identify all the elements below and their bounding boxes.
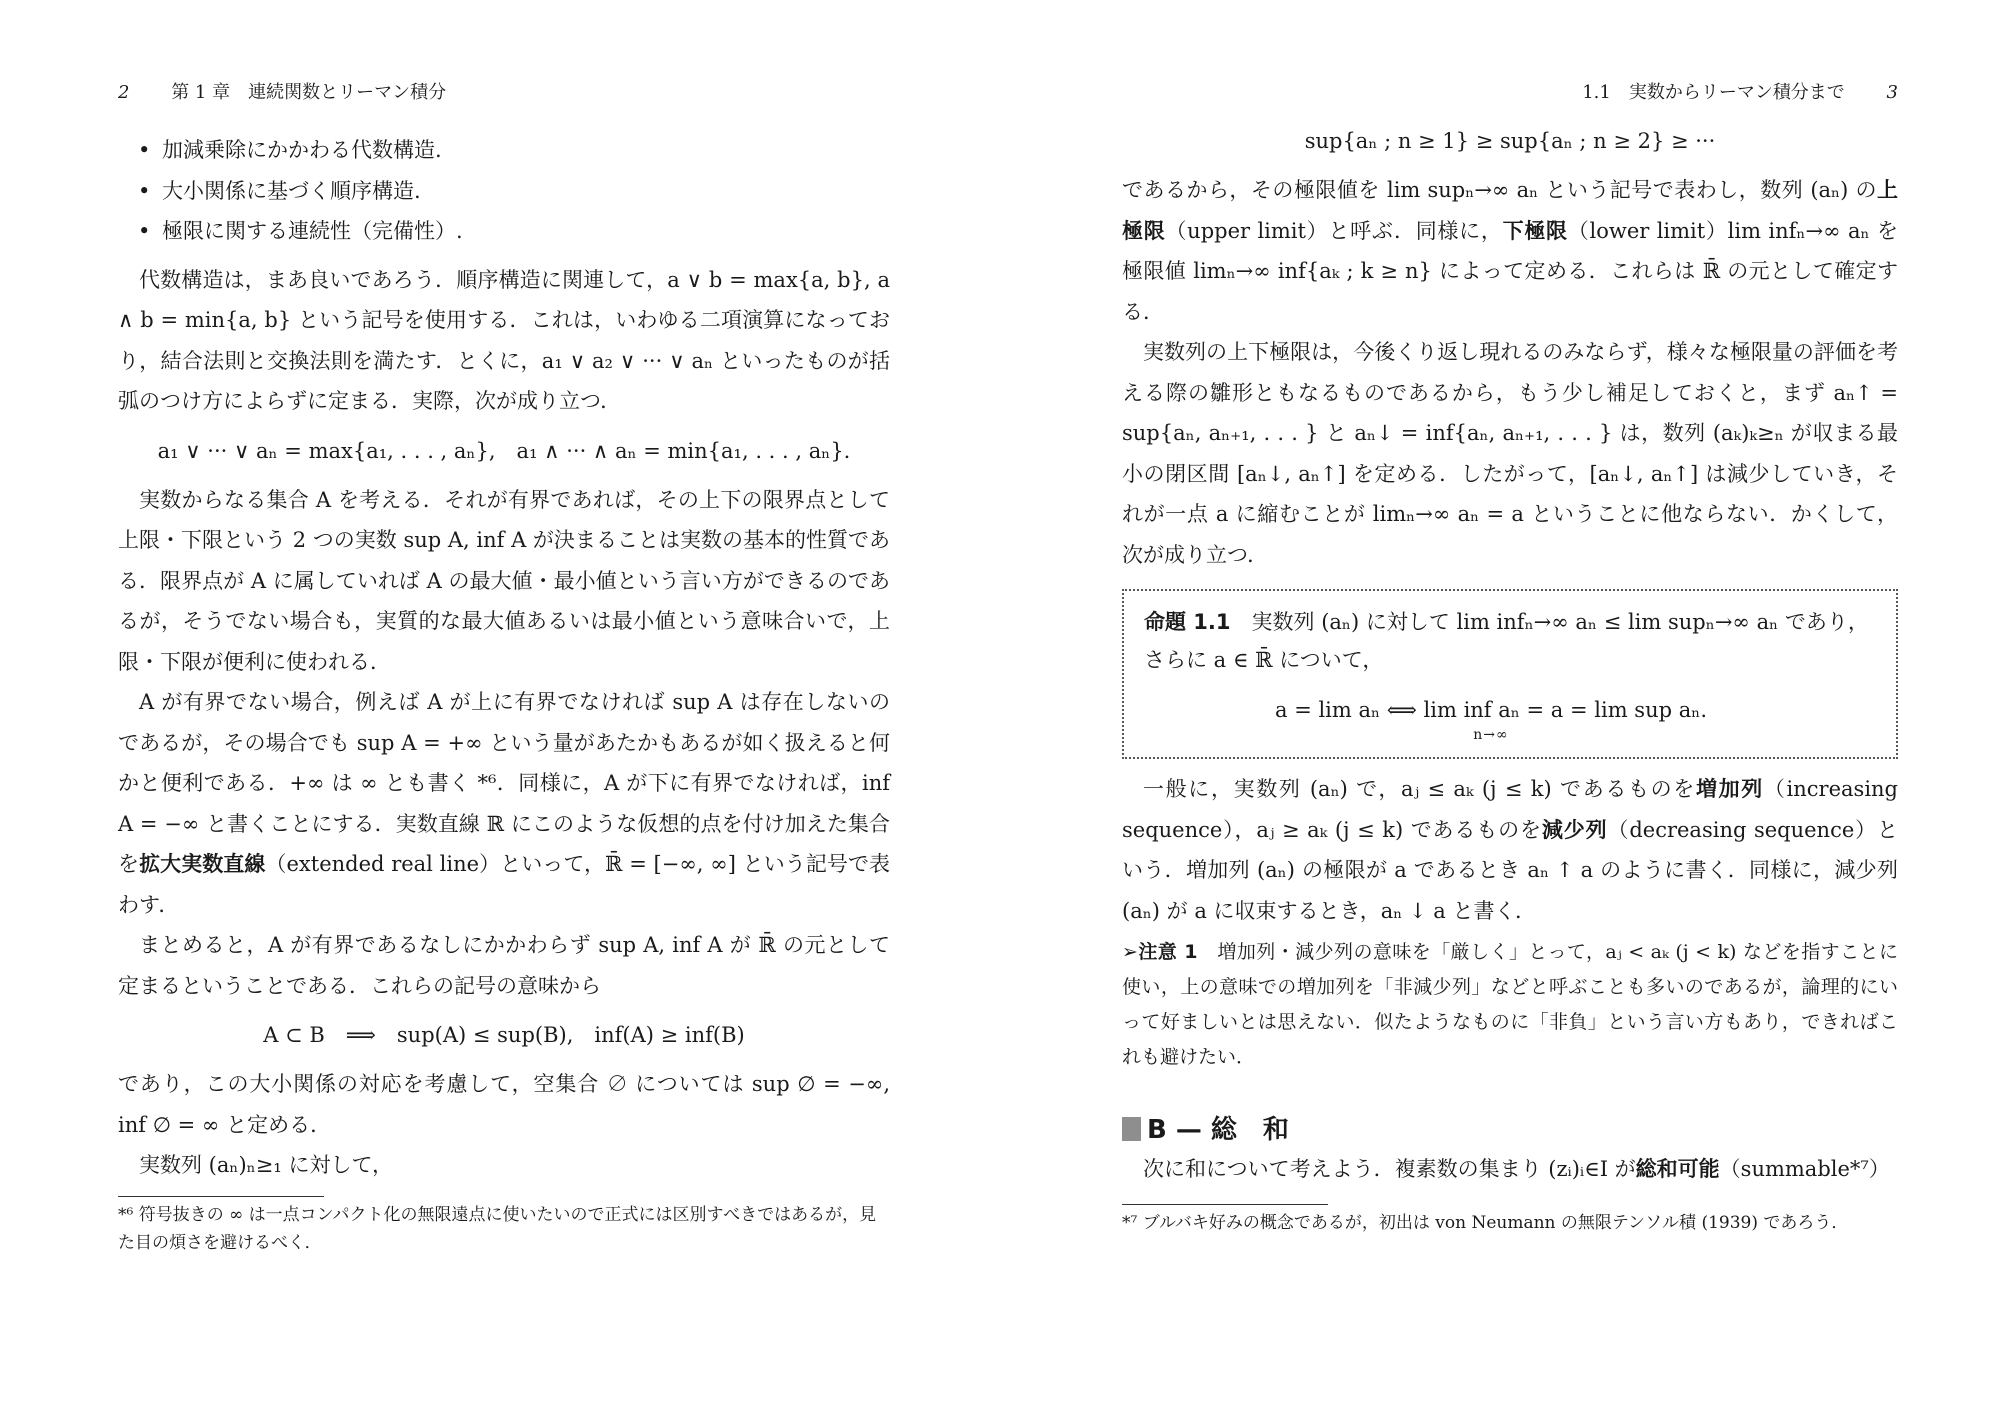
paragraph-empty-set: であり，この大小関係の対応を考慮して，空集合 ∅ については sup ∅ = −∞, inf ∅ = ∞ と定める． bbox=[118, 1072, 890, 1137]
paragraph-upper-lower-limit-detail: 実数列の上下極限は，今後くり返し現れるのみならず，様々な極限量の評価を考える際の雛形ともなるものであるから，もう少し補足しておくと，まず aₙ↑ = sup{aₙ, aₙ₊₁, . . . } と aₙ↓ = inf{aₙ, aₙ₊₁, . . . } は，数列 (aₖ)ₖ≥ₙ が収まる最小の閉区間 [aₙ↓, aₙ↑] を定める．したがって，[aₙ↓, aₙ↑] は減少していき，それが一点 a に縮むことが limₙ→∞ aₙ = a ということに他ならない．かくして，次が成り立つ． bbox=[1122, 340, 1898, 567]
term-increasing-sequence: 増加列 bbox=[1695, 777, 1764, 801]
left-page-content bbox=[118, 78, 890, 1257]
list-item: • 大小関係に基づく順序構造. bbox=[162, 171, 890, 212]
text-segment: （lower limit）lim infₙ→∞ aₙ を極限値 limₙ→∞ inf{aₖ ; k ≥ n} によって定める．これらは ℝ̄ の元として確定する． bbox=[1122, 218, 1898, 324]
paragraph-sup-inf: 実数からなる集合 A を考える．それが有界であれば，その上下の限界点として上限・下限という 2 つの実数 sup A, inf A が決まることは実数の基本的性質である．限界点が A に属していれば A の最大値・最小値という言い方ができるのであるが，そうでない場合も，実質的な最大値あるいは最小値という意味合いで，上限・下限が便利に使われる． bbox=[118, 487, 890, 674]
term-decreasing-sequence: 減少列 bbox=[1541, 817, 1608, 842]
proposition-equation bbox=[1144, 693, 1878, 743]
equation-subset-monotone: A ⊂ B ⟹ sup(A) ≤ sup(B), inf(A) ≥ inf(B) bbox=[263, 1023, 745, 1047]
text-segment: であるから，その極限値を lim supₙ→∞ aₙ という記号で表わし，数列 (aₙ) の bbox=[1122, 178, 1877, 202]
text-segment: （decreasing sequence）という．増加列 (aₙ) の極限が a であるとき aₙ ↑ a のように書く．同様に，減少列 (aₙ) が a に収束するとき，aₙ ↓ a と書く． bbox=[1122, 817, 1898, 923]
paragraph-algebraic-structure: 代数構造は，まあ良いであろう．順序構造に関連して，a ∨ b = max{a, b}, a ∧ b = min{a, b} という記号を使用する．これは，いわゆる二項演算になっており，結合法則と交換法則を満たす．とくに，a₁ ∨ a₂ ∨ ··· ∨ aₙ といったものが括弧のつけ方によらずに定まる．実際，次が成り立つ． bbox=[118, 267, 890, 413]
structure-bullet-list bbox=[118, 130, 890, 252]
proposition-equation-subscript: n→∞ bbox=[1473, 727, 1509, 743]
term-summable: 総和可能 bbox=[1635, 1157, 1720, 1181]
remark-label: ➢注意 1 bbox=[1122, 941, 1198, 963]
text-segment: A が有界でない場合，例えば A が上に有界でなければ sup A は存在しないのであるが，その場合でも sup A = +∞ という量があたかもあるが如く扱えると何かと便利である．+∞ は ∞ とも書く *⁶．同様に，A が下に有界でなければ，inf A = −∞ と書くことにする．実数直線 ℝ にこのような仮想的点を付け加えた集合を bbox=[118, 690, 890, 876]
term-extended-real-line: 拡大実数直線 bbox=[139, 852, 266, 876]
right-page-content bbox=[1122, 78, 1898, 1237]
right-page-number: 3 bbox=[1886, 82, 1898, 103]
equation-sup-chain: sup{aₙ ; n ≥ 1} ≥ sup{aₙ ; n ≥ 2} ≥ ··· bbox=[1304, 129, 1716, 153]
proposition-text: 実数列 (aₙ) に対して lim infₙ→∞ aₙ ≤ lim supₙ→∞ aₙ であり，さらに a ∈ ℝ̄ について， bbox=[1144, 610, 1869, 672]
left-running-head bbox=[118, 78, 890, 108]
right-running-head bbox=[1122, 78, 1898, 108]
right-page bbox=[1000, 0, 2000, 1419]
section-marker-square bbox=[1122, 1117, 1141, 1141]
proposition-box bbox=[1122, 589, 1898, 759]
list-item: • 極限に関する連続性（完備性）. bbox=[162, 211, 890, 252]
proposition-equation-main: a = lim aₙ ⟺ lim inf aₙ = a = lim sup aₙ. bbox=[1275, 698, 1707, 722]
remark-text: 増加列・減少列の意味を「厳しく」とって，aⱼ < aₖ (j < k) などを指すことに使い，上の意味での増加列を「非減少列」などと呼ぶことも多いのであるが，論理的にいって好ましいとは思えない．似たようなものに「非負」という言い方もあり，できればこれも避けたい． bbox=[1122, 941, 1898, 1068]
text-segment: 一般に，実数列 (aₙ) で，aⱼ ≤ aₖ (j ≤ k) であるものを bbox=[1143, 777, 1696, 801]
footnote-6: *⁶ 符号抜きの ∞ は一点コンパクト化の無限遠点に使いたいので正式には区別すべきではあるが，見た目の煩さを避けるべく． bbox=[118, 1204, 877, 1253]
footnote-separator bbox=[118, 1196, 324, 1197]
term-lower-limit: 下極限 bbox=[1502, 218, 1568, 243]
proposition-statement bbox=[1144, 603, 1878, 679]
left-chapter-title: 第 1 章 連続関数とリーマン積分 bbox=[171, 82, 447, 103]
right-section-title: 1.1 実数からリーマン積分まで bbox=[1582, 82, 1845, 103]
paragraph-sequence-intro: 実数列 (aₙ)ₙ≥₁ に対して， bbox=[139, 1153, 394, 1177]
paragraph-limsup-liminf bbox=[1122, 170, 1898, 332]
paragraph-monotone-sequences bbox=[1122, 769, 1898, 931]
section-title: B — 総 和 bbox=[1147, 1115, 1289, 1145]
footnote-separator bbox=[1122, 1204, 1328, 1205]
equation-max-min: a₁ ∨ ··· ∨ aₙ = max{a₁, . . . , aₙ}, a₁ ∧ ··· ∧ aₙ = min{a₁, . . . , aₙ}. bbox=[157, 438, 851, 463]
text-segment: 次に和について考えよう．複素数の集まり (zᵢ)ᵢ∈I が bbox=[1143, 1157, 1636, 1181]
list-item: • 加減乗除にかかわる代数構造. bbox=[162, 130, 890, 171]
paragraph-summary: まとめると，A が有界であるなしにかかわらず sup A, inf A が ℝ̄ の元として定まるということである．これらの記号の意味から bbox=[118, 933, 890, 998]
text-segment: （increasing sequence），aⱼ ≥ aₖ (j ≤ k) であるものを bbox=[1122, 777, 1899, 842]
paragraph-extended-real-line bbox=[118, 682, 890, 925]
left-page-number: 2 bbox=[118, 82, 130, 103]
section-heading bbox=[1122, 1111, 1898, 1149]
footnote-7: *⁷ ブルバキ好みの概念であるが，初出は von Neumann の無限テンソル積 (1939) であろう． bbox=[1122, 1212, 1849, 1233]
text-segment: （upper limit）と呼ぶ．同様に， bbox=[1165, 218, 1503, 243]
paragraph-summable bbox=[1122, 1149, 1898, 1190]
term-upper-limit: 上極限 bbox=[1122, 178, 1898, 243]
text-segment: （summable*⁷） bbox=[1719, 1157, 1890, 1181]
remark-1 bbox=[1122, 935, 1898, 1075]
proposition-label: 命題 1.1 bbox=[1144, 610, 1231, 634]
text-segment: （extended real line）といって，ℝ̄ = [−∞, ∞] という記号で表わす． bbox=[118, 852, 890, 917]
